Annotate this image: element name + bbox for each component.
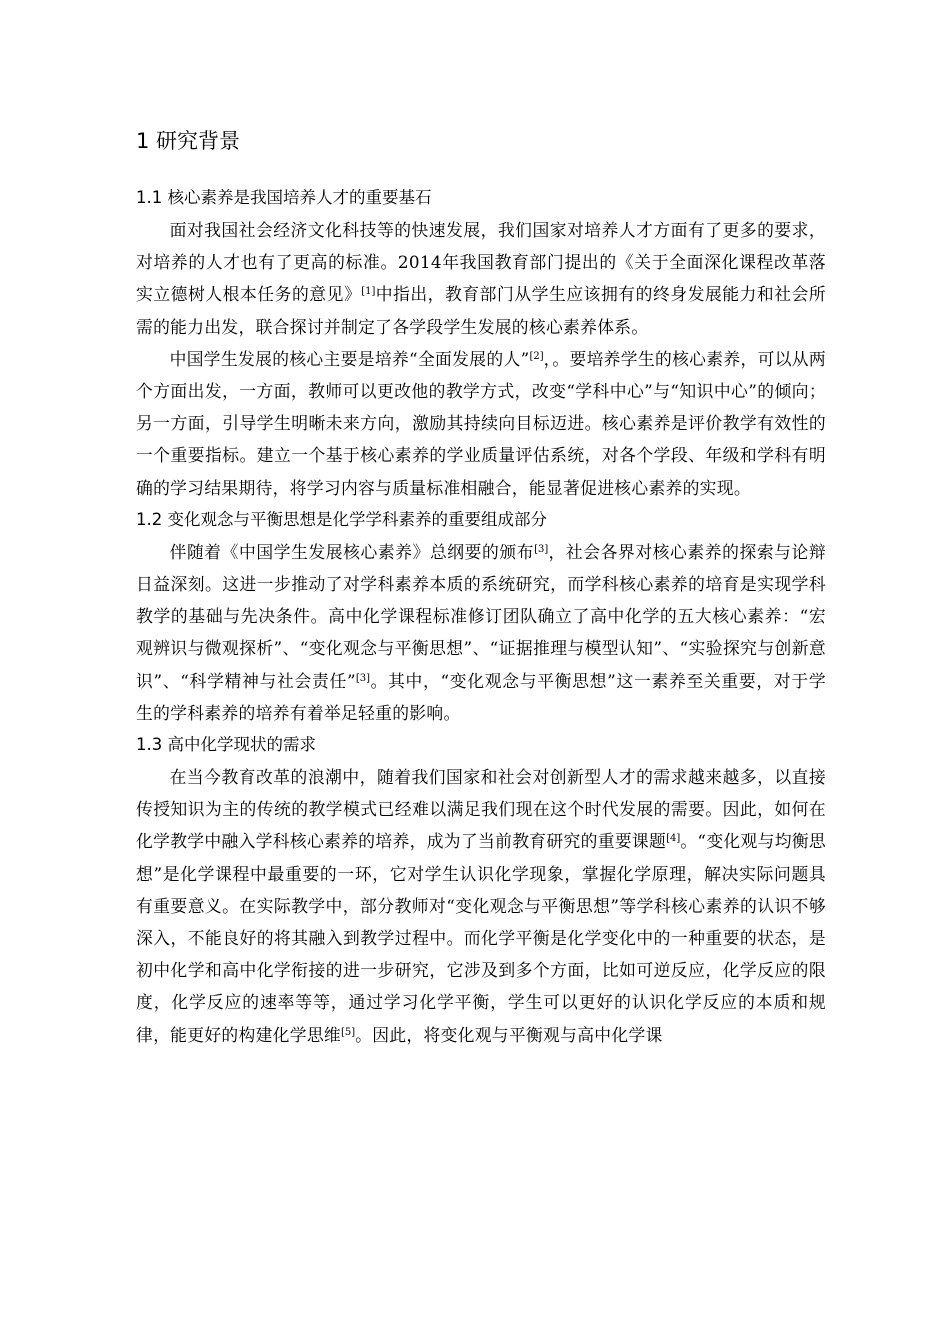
citation-marker: [2] — [529, 350, 544, 362]
paragraph-text: 中指出，教育部门从学生应该拥有的终身发展能力和社会所需的能力出发，联合探讨并制定了各学段学生发展的核心素养体系。 — [136, 284, 826, 337]
section-heading: 1.1 核心素养是我国培养人才的重要基石 — [136, 188, 432, 207]
section-heading: 1.3 高中化学现状的需求 — [136, 735, 316, 755]
paragraph-text: 。其中，“变化观念与平衡思想”这一素养至关重要，对于学生的学科素养的培养有着举足轻重的影响。 — [136, 670, 826, 723]
chapter-heading: 1 研究背景 — [136, 129, 241, 153]
body-paragraph — [136, 214, 826, 343]
section-heading: 1.2 变化观念与平衡思想是化学学科素养的重要组成部分 — [136, 509, 547, 529]
body-paragraph — [136, 343, 826, 504]
paragraph-text: 在当今教育改革的浪潮中，随着我们国家和社会对创新型人才的需求越来越多，以直接传授知识为主的传统的教学模式已经难以满足我们现在这个时代发展的需要。因此，如何在化学教学中融入学科核心素养的培养，成为了当前教育研究的重要课题 — [136, 767, 826, 852]
sections-container — [136, 182, 826, 1051]
paragraph-text: 伴随着《中国学生发展核心素养》总纲要的颁布 — [169, 541, 535, 562]
citation-marker: [3] — [534, 543, 549, 555]
paragraph-text: 。因此，将变化观与平衡观与高中化学课 — [355, 1024, 663, 1045]
body-paragraph — [136, 536, 826, 729]
citation-marker: [1] — [361, 286, 376, 298]
document-body — [136, 122, 826, 1051]
paragraph-text: 中国学生发展的核心主要是培养“全面发展的人” — [169, 348, 530, 369]
body-paragraph — [136, 761, 826, 1051]
paragraph-text: 面对我国社会经济文化科技等的快速发展，我们国家对培养人才方面有了更多的要求，对培养的人才也有了更高的标准。2014年我国教育部门提出的《关于全面深化课程改革落实立德树人根本任务的意见》 — [136, 220, 826, 305]
paragraph-text: ，。要培养学生的核心素养，可以从两个方面出发，一方面，教师可以更改他的教学方式，改变“学科中心”与“知识中心”的倾向；另一方面，引导学生明晰未来方向，激励其持续向目标迈进。核心素养是评价教学有效性的一个重要指标。建立一个基于核心素养的学业质量评估系统，对各个学段、年级和学科有明确的学习结果期待，将学习内容与质量标准相融合，能显著促进核心素养的实现。 — [136, 348, 826, 498]
citation-marker: [5] — [340, 1026, 356, 1038]
citation-marker: [3] — [355, 672, 371, 684]
paragraph-text: 。“变化观与均衡思想”是化学课程中最重要的一环，它对学生认识化学现象，掌握化学原理，解决实际问题具有重要意义。在实际教学中，部分教师对“变化观念与平衡思想”等学科核心素养的认识不够深入，不能良好的将其融入到教学过程中。而化学平衡是化学变化中的一种重要的状态，是初中化学和高中化学衔接的进一步研究，它涉及到多个方面，比如可逆反应，化学反应的限度，化学反应的速率等等，通过学习化学平衡，学生可以更好的认识化学反应的本质和规律，能更好的构建化学思维 — [136, 831, 826, 1045]
paragraph-text: ，社会各界对核心素养的探索与论辩日益深刻。这进一步推动了对学科素养本质的系统研究，而学科核心素养的培育是实现学科教学的基础与先决条件。高中化学课程标准修订团队确立了高中化学的五大核心素养：“宏观辨识与微观探析”、“变化观念与平衡思想”、“证据推理与模型认知”、“实验探究与创新意识”、“科学精神与社会责任” — [136, 541, 826, 691]
citation-marker: [4] — [666, 833, 681, 845]
